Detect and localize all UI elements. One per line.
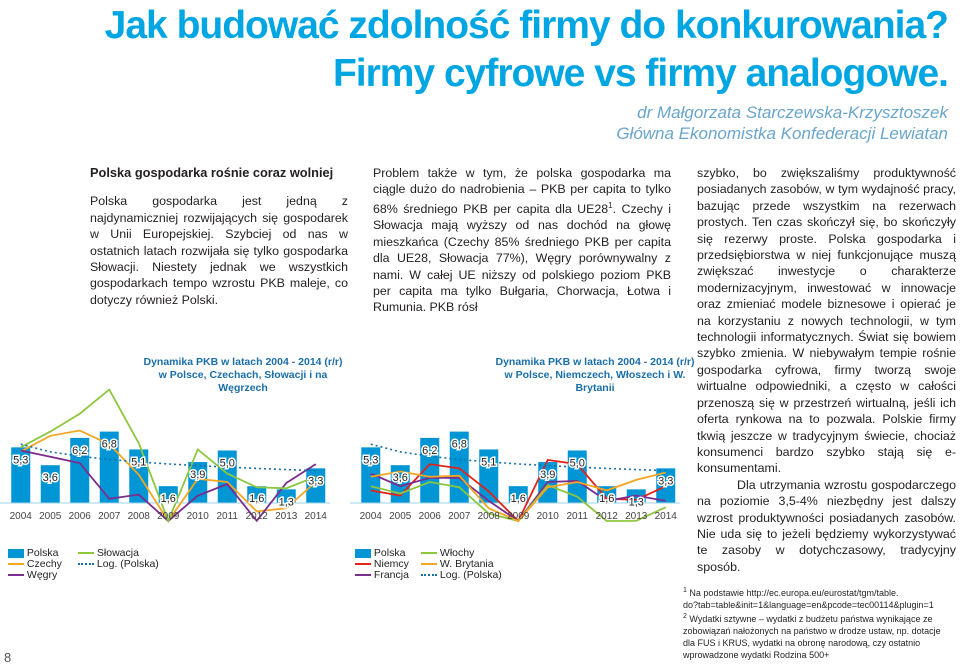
series-line-log-polska — [21, 444, 316, 470]
x-tick-label: 2010 — [186, 511, 209, 522]
footnote-text: Na podstawie http://ec.europa.eu/eurostat/tgm/table. — [689, 588, 899, 598]
author-block — [616, 102, 948, 144]
footnote-ref: 1 — [608, 200, 613, 210]
value-label: 3,3 — [658, 475, 674, 488]
footnote-number: 2 — [683, 613, 687, 620]
value-label: 1,6 — [599, 493, 615, 506]
x-tick-label: 2013 — [625, 511, 648, 522]
legend-swatch — [78, 563, 94, 565]
legend-item-francja — [355, 570, 409, 582]
paragraph: szybko, bo zwiększaliśmy produktywność posiadanych zasobów, w tym wydajność pracy, bazując przede wszystkim na rezerwach prostych. Ten czas skończył się, bo skończyły się rezerwy proste. Polska gospodarka i przedsiębiorstwa w niej funkcjonujące muszą zwiększać inwestycje o charakterze modernizacyjnym, inwestować w innowacje oraz zmieniać modele biznesowe i opierać je na korzystaniu z nowych technologii, w tym technologii informatycznych. Świat się bowiem szybko zmienia. W niebywałym tempie rośnie gospodarka cyfrowa, firmy tworzą swoje wirtualne odpowiedniki, a często w całości przenoszą się w przestrzeń wirtualną, jeśli ich oferta rynkowa na to pozwala. Polskie firmy tkwią jeszcze w tradycyjnym świecie, chociaż konsumenci bardzo szybko stają się e-konsumentami. — [697, 166, 956, 476]
value-label: 6,2 — [72, 444, 88, 457]
value-label: 5,3 — [363, 454, 379, 467]
chart-1 — [0, 385, 330, 525]
paragraph: Dla utrzymania wzrostu gospodarczego na poziomie 3,5-4% niezbędny jest dalszy wzrost produktywności posiadanych zasobów. Nie uda się to jeżeli będziemy wykorzystywać te zasoby w dotychczasowy, tradycyjny sposób. — [697, 477, 956, 574]
legend-label: Czechy — [26, 558, 62, 570]
legend-swatch — [355, 563, 371, 565]
x-tick-label: 2005 — [39, 511, 62, 522]
value-label: 1,6 — [249, 493, 265, 506]
value-label: 3,6 — [42, 472, 58, 485]
value-label: 5,1 — [131, 456, 147, 469]
chart-1-title: Dynamika PKB w latach 2004 - 2014 (r/r) w Polsce, Czechach, Słowacji i na Węgrzech — [143, 356, 343, 394]
legend-label: Słowacja — [96, 547, 139, 559]
legend-swatch — [421, 574, 437, 576]
series-line-log-polska — [371, 444, 666, 470]
legend-item-log-polska — [421, 570, 502, 582]
x-tick-label: 2006 — [418, 511, 441, 522]
x-tick-label: 2010 — [536, 511, 559, 522]
legend-swatch — [421, 552, 437, 554]
x-tick-label: 2007 — [448, 511, 471, 522]
legend-label: Polska — [373, 547, 406, 559]
text-column-3 — [697, 165, 956, 575]
x-tick-label: 2009 — [507, 511, 530, 522]
value-label: 1,6 — [510, 493, 526, 506]
chart-2-title: Dynamika PKB w latach 2004 - 2014 (r/r) w Polsce, Niemczech, Włoszech i W. Brytanii — [495, 356, 695, 394]
x-tick-label: 2014 — [654, 511, 677, 522]
text-column-2 — [373, 165, 671, 316]
x-tick-label: 2011 — [216, 511, 239, 522]
value-label: 5,1 — [481, 456, 497, 469]
value-label: 5,3 — [13, 454, 29, 467]
x-tick-label: 2006 — [68, 511, 91, 522]
value-label: 1,3 — [278, 496, 294, 509]
value-label: 3,3 — [308, 475, 324, 488]
x-tick-label: 2011 — [566, 511, 589, 522]
value-label: 5,0 — [219, 457, 235, 470]
legend-label: Niemcy — [373, 558, 409, 570]
legend-label: Węgry — [26, 569, 58, 581]
footnotes — [683, 585, 951, 661]
document-title — [105, 2, 948, 98]
legend-swatch — [78, 552, 94, 554]
footnote-link[interactable]: do?tab=table&init=1&language=en&pcode=tec00114&plugin=1 — [683, 600, 934, 610]
legend-label: Log. (Polska) — [96, 558, 159, 570]
page-number: 8 — [4, 650, 12, 665]
legend-label: Francja — [373, 569, 409, 581]
title-line-1: Jak budować zdolność firmy do konkurowania? — [104, 4, 948, 47]
legend-label: Polska — [26, 547, 59, 559]
paragraph-text-cont: . Czechy i Słowacja mają wyższy od nas dochód na głowę mieszkańca (Czechy 85% średniego PKB per capita dla UE28, Słowacja 77%), Węgry porównywalny z nami. W całej UE niższy od polskiego poziom PKB per capita ma tylko Bułgaria, Chorwacja, Łotwa i Rumunia. PKB rósł — [373, 201, 671, 315]
footnote-1 — [683, 585, 951, 611]
x-tick-label: 2012 — [245, 511, 268, 522]
legend-label: Włochy — [439, 547, 475, 559]
x-tick-label: 2005 — [389, 511, 412, 522]
value-label: 6,8 — [101, 438, 117, 451]
x-tick-label: 2014 — [304, 511, 327, 522]
author-name: dr Małgorzata Starczewska-Krzysztoszek — [637, 103, 948, 122]
paragraph-text: Problem także w tym, że polska gospodarka ma ciągle dużo do nadrobienia – PKB per capita to tylko 68% średniego PKB per capita dla UE28 — [373, 166, 671, 216]
x-tick-label: 2004 — [9, 511, 32, 522]
footnote-number: 1 — [683, 587, 687, 594]
x-tick-label: 2008 — [127, 511, 150, 522]
legend-swatch — [8, 549, 24, 558]
value-label: 6,8 — [451, 438, 467, 451]
value-label: 3,6 — [392, 472, 408, 485]
x-tick-label: 2008 — [477, 511, 500, 522]
x-tick-label: 2007 — [98, 511, 121, 522]
legend-label: Log. (Polska) — [439, 569, 502, 581]
value-label: 5,0 — [569, 457, 585, 470]
text-column-1 — [90, 165, 348, 308]
value-label: 1,3 — [628, 496, 644, 509]
paragraph — [373, 165, 671, 316]
section-heading: Polska gospodarka rośnie coraz wolniej — [90, 165, 334, 180]
value-label: 3,9 — [540, 469, 556, 482]
x-tick-label: 2004 — [359, 511, 382, 522]
legend-label: W. Brytania — [439, 558, 494, 570]
legend-swatch — [355, 549, 371, 558]
series-line-czechy — [21, 431, 316, 521]
footnote-2 — [683, 611, 951, 661]
footnote-text: Wydatki sztywne – wydatki z budżetu państwa wynikające ze zobowiązań nałożonych na państwo w drodze ustaw, np. dotacje dla FUS i KRUS, wydatki na obronę narodową, czy ostatnio wprowadzone wydatki Rodzina 500+ — [683, 614, 941, 660]
paragraph: Polska gospodarka jest jedną z najdynamiczniej rozwijających się gospodarek w Unii Europejskiej. Szybciej od nas w ostatnich latach rozwijała się tylko gospodarka Słowacji. Niestety jednak we wszystkich gospodarkach tempo wzrostu PKB maleje, co dotyczy również Polski. — [90, 194, 348, 307]
chart-2 — [350, 385, 680, 525]
author-role: Główna Ekonomistka Konfederacji Lewiatan — [616, 124, 948, 143]
legend-swatch — [421, 563, 437, 565]
x-tick-label: 2012 — [595, 511, 618, 522]
title-line-2: Firmy cyfrowe vs firmy analogowe. — [332, 52, 948, 95]
legend-swatch — [8, 563, 24, 565]
legend-swatch — [355, 574, 371, 576]
x-tick-label: 2009 — [157, 511, 180, 522]
legend-item-wegry — [8, 570, 57, 582]
value-label: 3,9 — [190, 469, 206, 482]
legend-swatch — [8, 574, 24, 576]
legend-item-log-polska — [78, 559, 159, 571]
x-tick-label: 2013 — [275, 511, 298, 522]
value-label: 1,6 — [160, 493, 176, 506]
value-label: 6,2 — [422, 444, 438, 457]
